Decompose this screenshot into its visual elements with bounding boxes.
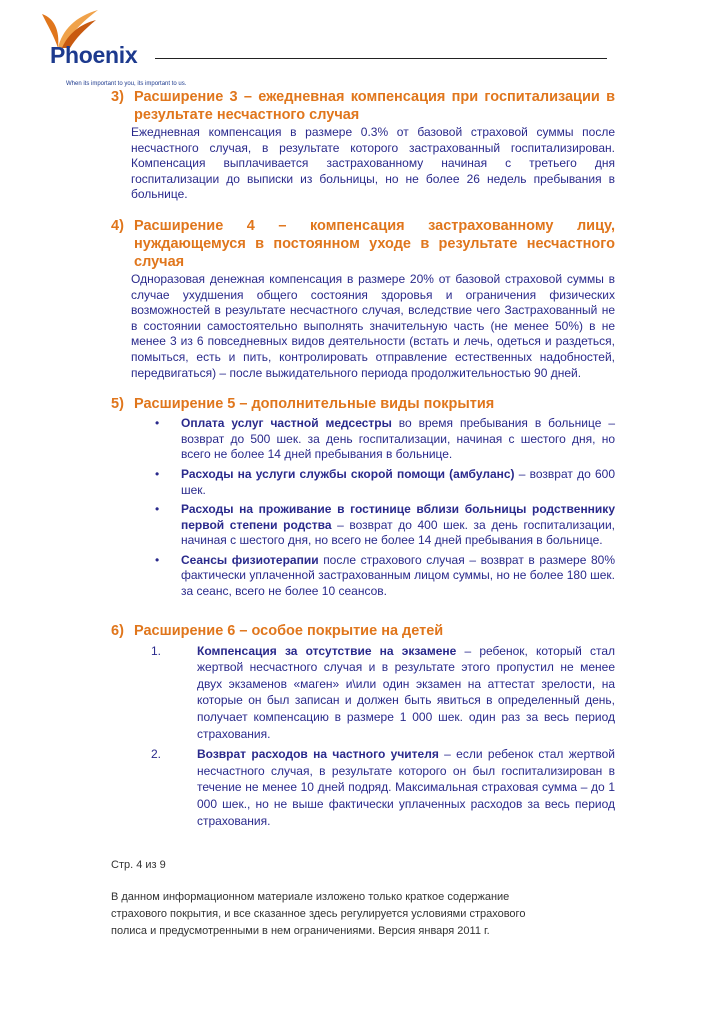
item-text: во время пребывания в больнице – возврат до 500 шек. за день госпитализации, начиная с шестого дня, но всего не более 14 дней пребывания в больнице. bbox=[181, 416, 616, 462]
section-5 bbox=[111, 395, 615, 600]
section-title: Расширение 4 – компенсация застрахованному лицу, нуждающемуся в постоянном уходе в результате несчастного случая bbox=[134, 217, 615, 270]
section-title: Расширение 5 – дополнительные виды покрытия bbox=[134, 396, 495, 413]
item-text: – возврат до 400 шек. за день госпитализации, начиная с шестого дня, но всего не более 14 дней пребывания в больнице. bbox=[181, 517, 615, 548]
page-header bbox=[0, 0, 723, 90]
section-heading bbox=[111, 217, 615, 271]
item-title: Возврат расходов на частного учителя bbox=[197, 747, 439, 762]
section-number: 3) bbox=[111, 89, 124, 105]
list-item bbox=[111, 416, 615, 463]
section-text: Одноразовая денежная компенсация в размере 20% от базовой страховой суммы в случае ухудшения общего состояния здоровья и ограничения физических возможностей в результате несчастного случая, вследствие чего Застрахованный не в состоянии самостоятельно выполнять значительную часть (не менее 50%) в не менее 3 из 6 повседневных видов деятельности (встать и лечь, одеться и раздеться, помыться, есть и пить, контролировать отправление естественных надобностей, передвигаться) – после выжидательного периода продолжительностью 90 дней. bbox=[131, 271, 615, 380]
item-text: после страхового случая – возврат в размере 80% фактически уплаченной застрахованным лицом суммы, но не более 180 шек. за сеанс, всего не более 10 сеансов. bbox=[181, 552, 615, 599]
item-title: Сеансы физиотерапии bbox=[181, 552, 319, 567]
list-item bbox=[111, 746, 615, 829]
item-title: Компенсация за отсутствие на экзамене bbox=[197, 643, 457, 658]
header-divider bbox=[155, 58, 607, 59]
section-title: Расширение 6 – особое покрытие на детей bbox=[134, 622, 444, 639]
children-coverage-list bbox=[111, 643, 615, 830]
coverage-list bbox=[111, 416, 615, 600]
bullet-icon: • bbox=[155, 552, 160, 567]
section-3 bbox=[111, 88, 615, 203]
section-heading bbox=[111, 622, 615, 640]
section-4 bbox=[111, 217, 615, 381]
bullet-icon: • bbox=[155, 416, 160, 431]
section-number: 6) bbox=[111, 622, 124, 639]
item-text: – возврат до 600 шек. bbox=[181, 466, 615, 497]
section-number: 5) bbox=[111, 396, 124, 413]
brand-name: Phoenix bbox=[50, 42, 138, 68]
list-item bbox=[111, 643, 615, 743]
page-number: Стр. 4 из 9 bbox=[111, 859, 166, 871]
section-text: Ежедневная компенсация в размере 0.3% от базовой страховой суммы после несчастного случая, в результате которого застрахованный госпитализирован. Компенсация выплачивается застрахованному начиная с третьего дня госпитализации до выписки из больницы, но не более 26 недель пребывания в больнице. bbox=[131, 125, 615, 202]
section-heading bbox=[111, 88, 615, 124]
item-title: Расходы на проживание в гостинице вблизи больницы родственнику первой степени родства bbox=[181, 502, 615, 532]
section-title: Расширение 3 – ежедневная компенсация при госпитализации в результате несчастного случая bbox=[134, 89, 615, 123]
list-item bbox=[111, 553, 615, 600]
item-title: Расходы на услуги службы скорой помощи (амбуланс) bbox=[181, 466, 515, 481]
bullet-icon: • bbox=[155, 502, 160, 517]
list-item bbox=[111, 467, 615, 498]
list-item bbox=[111, 502, 615, 549]
section-number: 4) bbox=[111, 217, 124, 234]
disclaimer-note: В данном информационном материале изложено только краткое содержание страхового покрытия, и все сказанное здесь регулируется условиями страхового полиса и предусмотренными в нем ограничениями. Версия января 2011 г. bbox=[111, 891, 526, 937]
brand-tagline: When its important to you, its important to us. bbox=[66, 81, 187, 87]
item-text: – если ребенок стал жертвой несчастного случая, в результате которого он был госпитализирован в течение не менее 10 дней подряд. Максимальная страховая сумма – до 1 000 шек., но не выше фактически уплаченных расходов за весь период страхования. bbox=[197, 747, 615, 828]
item-number: 2. bbox=[151, 747, 162, 762]
item-title: Оплата услуг частной медсестры bbox=[181, 416, 392, 431]
item-text: – ребенок, который стал жертвой несчастного случая и в результате этого пропустил не менее двух экзаменов «маген» и\или один экзамен на аттестат зрелости, на которые он был записан и должен быть явиться в определенный день, получает компенсацию в размере 1 000 шек. один раз за весь период страхования. bbox=[197, 643, 616, 741]
section-heading bbox=[111, 395, 615, 413]
bullet-icon: • bbox=[155, 466, 160, 481]
company-logo bbox=[30, 8, 187, 87]
item-number: 1. bbox=[151, 643, 162, 658]
section-6 bbox=[111, 622, 615, 830]
document-body bbox=[111, 88, 615, 843]
